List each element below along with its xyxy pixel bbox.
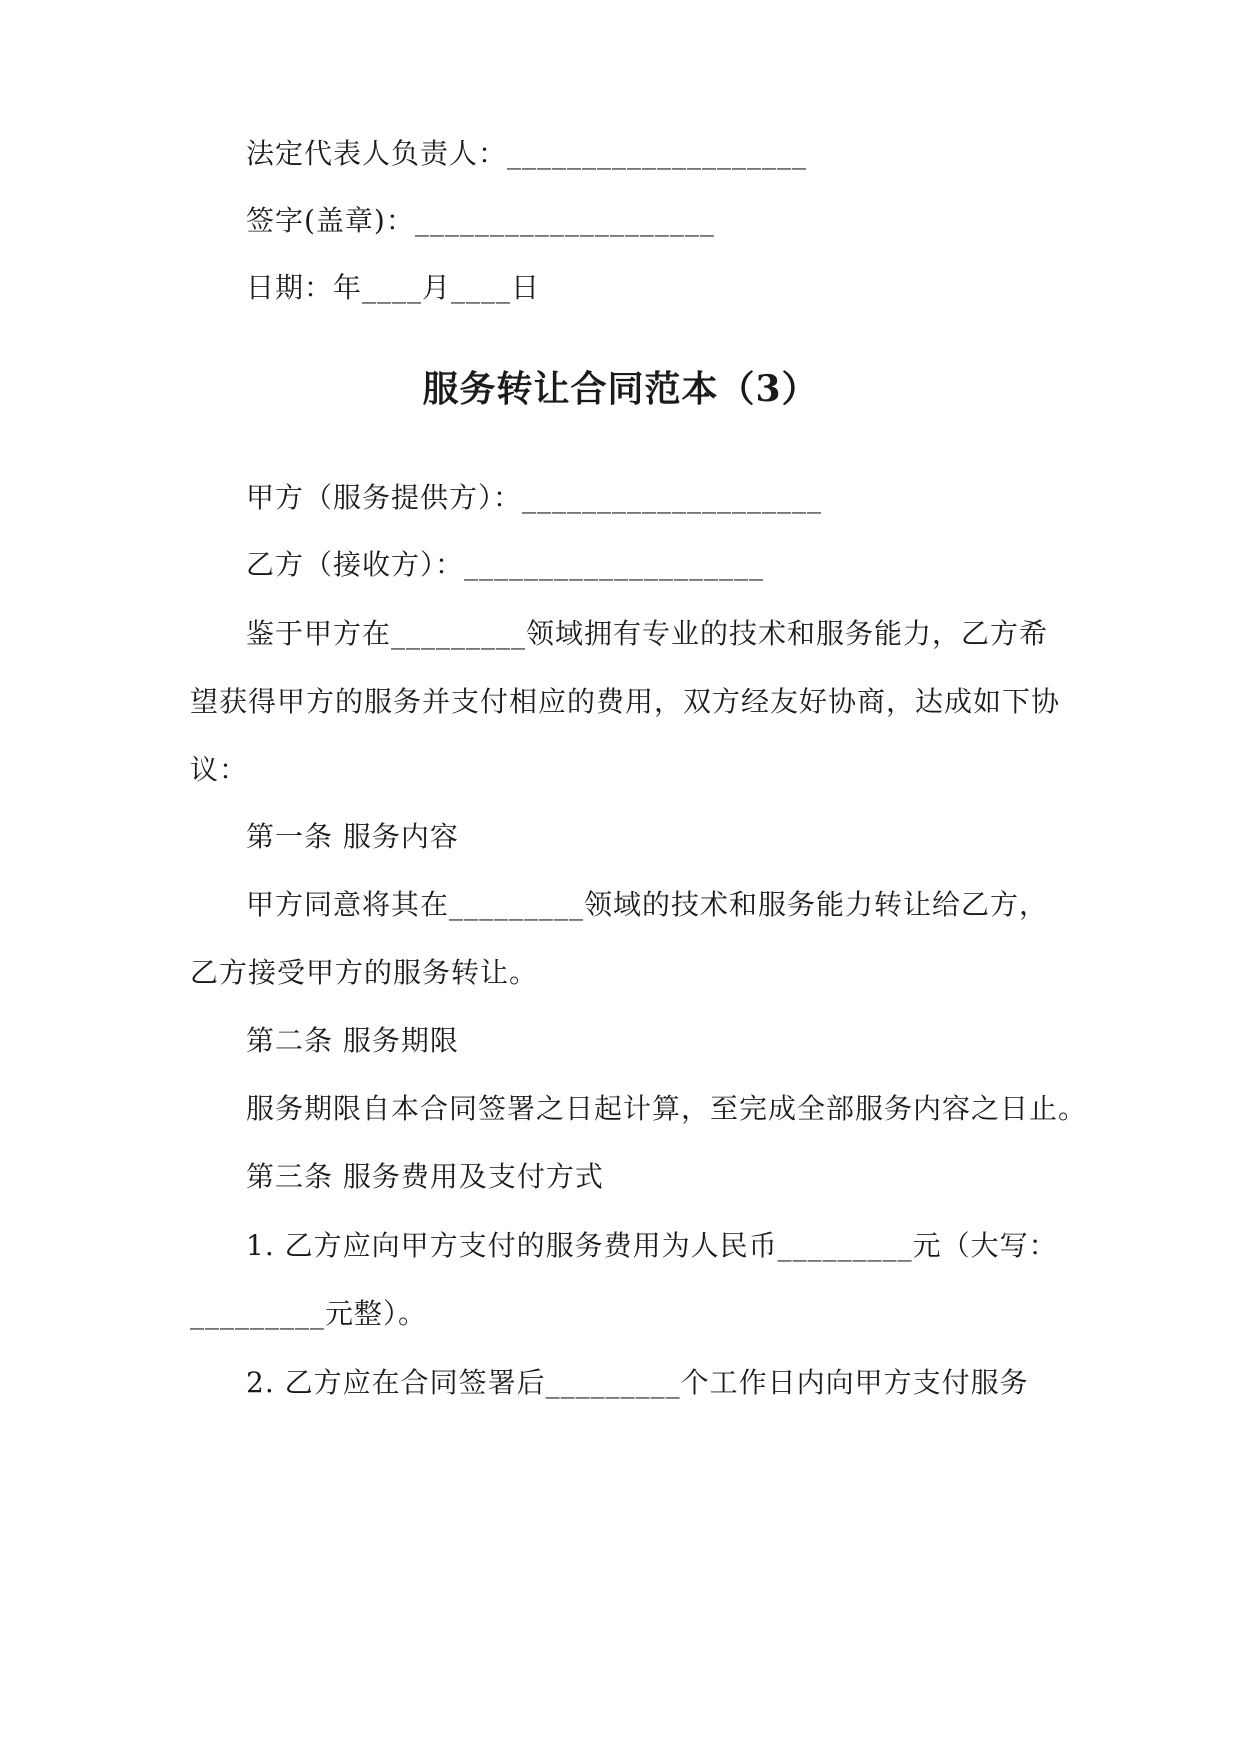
article-3-heading: 第三条 服务费用及支付方式 <box>246 1160 604 1193</box>
preamble-line-1: 鉴于甲方在_________领域拥有专业的技术和服务能力，乙方希 <box>246 617 1049 650</box>
article-3-item-1-line-2: _________元整）。 <box>190 1297 428 1330</box>
article-2-line-1: 服务期限自本合同签署之日起计算，至完成全部服务内容之日止。 <box>246 1092 1088 1125</box>
article-1-line-2: 乙方接受甲方的服务转让。 <box>190 956 539 989</box>
article-3-item-2-line-1: 2. 乙方应在合同签署后_________个工作日内向甲方支付服务 <box>246 1366 1029 1399</box>
preamble-line-2: 望获得甲方的服务并支付相应的费用，双方经友好协商，达成如下协 <box>190 685 1061 718</box>
contract-title: 服务转让合同范本（3） <box>422 368 819 410</box>
article-1-heading: 第一条 服务内容 <box>246 820 459 853</box>
date-line: 日期：年____月____日 <box>246 271 541 304</box>
party-b-line: 乙方（接收方）：____________________ <box>246 548 765 581</box>
article-3-item-1-line-1: 1. 乙方应向甲方支付的服务费用为人民币_________元（大写： <box>246 1229 1058 1262</box>
party-a-line: 甲方（服务提供方）：____________________ <box>246 481 823 514</box>
legal-representative-line: 法定代表人负责人：____________________ <box>246 137 808 170</box>
signature-seal-line: 签字(盖章)：____________________ <box>246 204 715 237</box>
article-1-line-1: 甲方同意将其在_________领域的技术和服务能力转让给乙方， <box>246 888 1049 921</box>
preamble-line-3: 议： <box>190 753 249 786</box>
article-2-heading: 第二条 服务期限 <box>246 1024 459 1057</box>
